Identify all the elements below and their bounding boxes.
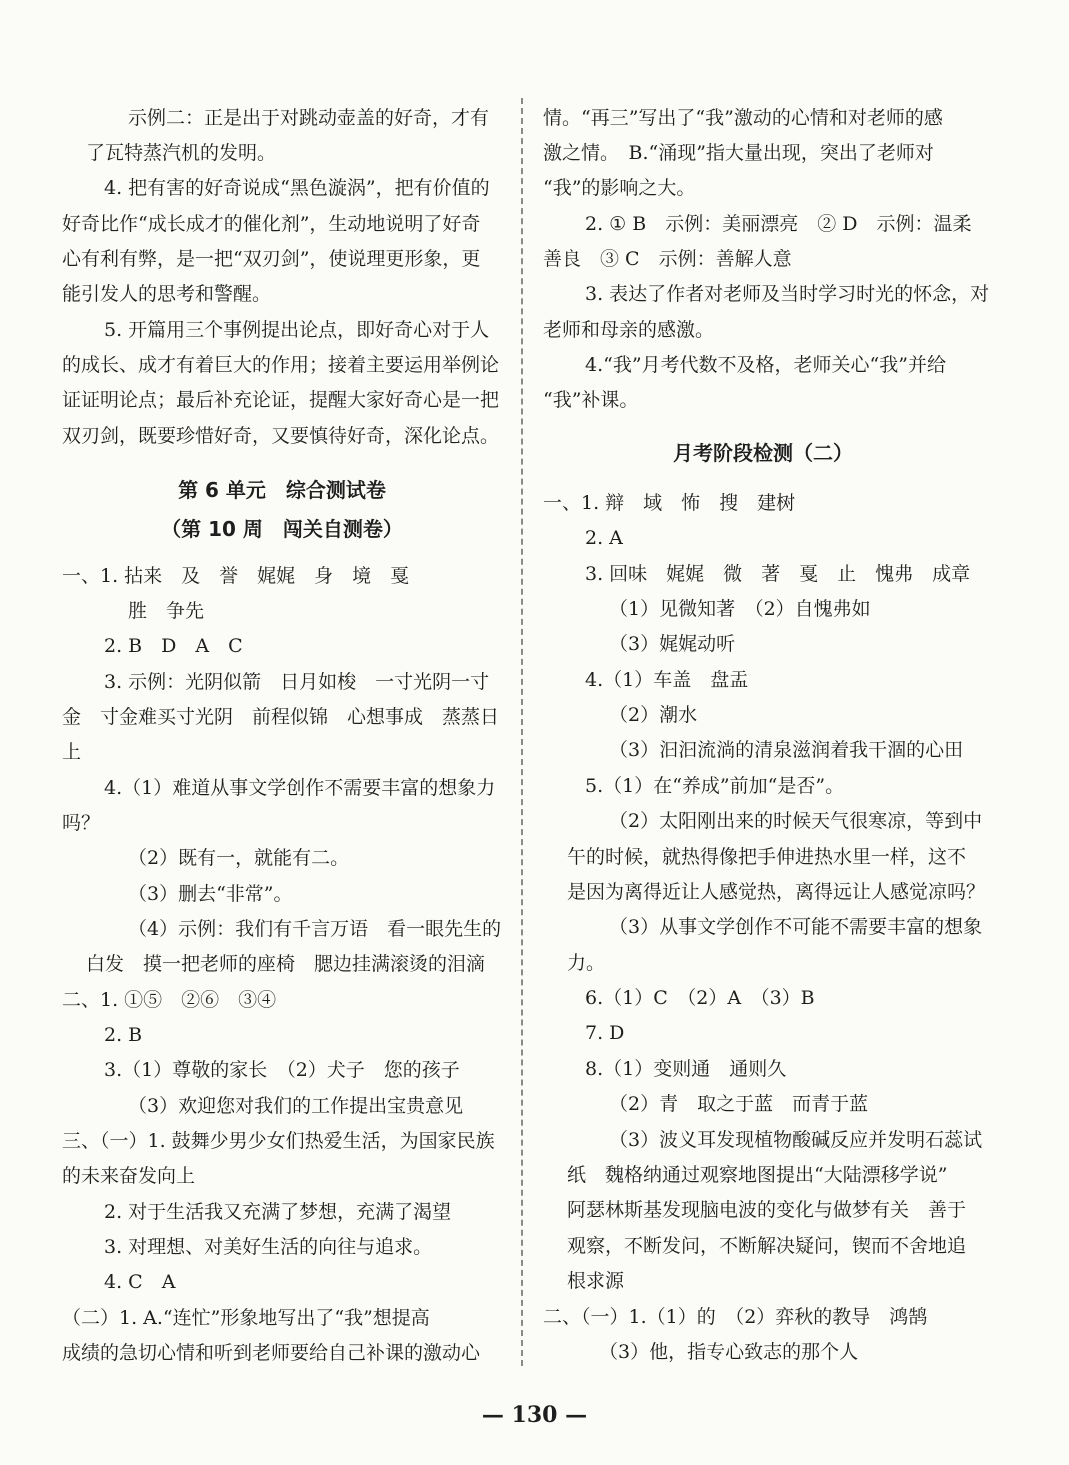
text-line: 了瓦特蒸汽机的发明。 — [86, 142, 277, 164]
text-line: 3. 回味 娓娓 微 著 戛 止 愧弗 成章 — [585, 563, 971, 585]
text-line: （2）既有一，就能有二。 — [128, 847, 350, 869]
text-line: 善良 ③ C 示例：善解人意 — [543, 248, 792, 270]
text-line: 4.（1）车盖 盘盂 — [585, 669, 749, 691]
text-line: 情。“再三”写出了“我”激动的心情和对老师的感 — [543, 107, 943, 129]
text-line: 5. 开篇用三个事例提出论点，即好奇心对于人 — [104, 319, 490, 341]
text-line: （3）波义耳发现植物酸碱反应并发明石蕊试 — [609, 1129, 983, 1151]
text-line: 7. D — [585, 1022, 625, 1044]
text-line: （二）1. A.“连忙”形象地写出了“我”想提高 — [62, 1307, 430, 1329]
text-line: 5.（1）在“养成”前加“是否”。 — [585, 775, 845, 797]
text-line: 力。 — [567, 952, 606, 974]
text-line: 能引发人的思考和警醒。 — [62, 283, 272, 305]
text-line: （2）太阳刚出来的时候天气很寒凉，等到中 — [609, 810, 983, 832]
text-line: 3. 对理想、对美好生活的向往与追求。 — [104, 1236, 433, 1258]
text-line: 一、1. 辩 域 怖 搜 建树 — [543, 492, 796, 514]
text-line: “我”的影响之大。 — [543, 177, 696, 199]
text-line: 是因为离得近让人感觉热，离得远让人感觉凉吗？ — [567, 881, 986, 903]
text-line: 6.（1）C （2）A （3）B — [585, 987, 815, 1009]
text-line: （2）青 取之于蓝 而青于蓝 — [609, 1093, 869, 1115]
text-line: 午的时候，就热得像把手伸进热水里一样，这不 — [567, 846, 967, 868]
text-line: （3）他，指专心致志的那个人 — [599, 1341, 859, 1363]
text-line: 好奇比作“成长成才的催化剂”，生动地说明了好奇 — [62, 213, 481, 235]
text-line: 心有利有弊，是一把“双刃剑”，使说理更形象，更 — [62, 248, 481, 270]
text-line: 阿瑟林斯基发现脑电波的变化与做梦有关 善于 — [567, 1199, 967, 1221]
column-divider — [521, 98, 523, 1366]
text-line: 吗？ — [62, 812, 101, 834]
text-line: 老师和母亲的感激。 — [543, 319, 715, 341]
text-line: “我”补课。 — [543, 389, 639, 411]
text-line: （1）见微知著 （2）自愧弗如 — [609, 598, 871, 620]
text-line: 4. 把有害的好奇说成“黑色漩涡”，把有价值的 — [104, 177, 490, 199]
text-line: 金 寸金难买寸光阴 前程似锦 心想事成 蒸蒸日 — [62, 706, 500, 728]
text-line: 3.（1）尊敬的家长 （2）犬子 您的孩子 — [104, 1059, 460, 1081]
text-line: 8.（1）变则通 通则久 — [585, 1058, 787, 1080]
text-line: 2. 对于生活我又充满了梦想，充满了渴望 — [104, 1201, 452, 1223]
text-line: （3）从事文学创作不可能不需要丰富的想象 — [609, 916, 983, 938]
text-line: （3）删去“非常”。 — [128, 883, 293, 905]
text-line: （3）汩汩流淌的清泉滋润着我干涸的心田 — [609, 739, 964, 761]
text-line: 三、（一）1. 鼓舞少男少女们热爱生活，为国家民族 — [62, 1130, 495, 1152]
page-number: — 130 — — [481, 1402, 588, 1428]
text-line: 根求源 — [567, 1270, 625, 1292]
text-line: 3. 表达了作者对老师及当时学习时光的怀念，对 — [585, 283, 990, 305]
text-line: （3）娓娓动听 — [609, 633, 736, 655]
text-line: 示例二：正是出于对跳动壶盖的好奇，才有 — [128, 107, 490, 129]
text-line: 的未来奋发向上 — [62, 1165, 196, 1187]
text-line: 2. A — [585, 527, 623, 549]
text-line: 一、1. 拈来 及 誉 娓娓 身 境 戛 — [62, 565, 410, 587]
text-line: 二、1. ①⑤ ②⑥ ③④ — [62, 989, 277, 1011]
text-line: 2. B D A C — [104, 635, 243, 657]
text-line: 白发 摸一把老师的座椅 腮边挂满滚烫的泪滴 — [86, 953, 486, 975]
section-heading: 第 6 单元 综合测试卷 — [178, 478, 386, 502]
text-line: 证证明论点；最后补充论证，提醒大家好奇心是一把 — [62, 389, 500, 411]
text-line: 双刃剑，既要珍惜好奇，又要慎待好奇，深化论点。 — [62, 425, 500, 447]
text-line: （3）欢迎您对我们的工作提出宝贵意见 — [128, 1095, 464, 1117]
section-subheading: （第 10 周 闯关自测卷） — [161, 517, 403, 541]
text-line: 二、（一）1.（1）的 （2）弈秋的教导 鸿鹄 — [543, 1306, 928, 1328]
text-line: （4）示例：我们有千言万语 看一眼先生的 — [128, 918, 502, 940]
text-line: 2. ① B 示例：美丽漂亮 ② D 示例：温柔 — [585, 213, 972, 235]
text-line: 4.（1）难道从事文学创作不需要丰富的想象力 — [104, 777, 496, 799]
text-line: 胜 争先 — [128, 600, 205, 622]
text-line: （2）潮水 — [609, 704, 698, 726]
text-line: 2. B — [104, 1024, 143, 1046]
text-line: 的成长、成才有着巨大的作用；接着主要运用举例论 — [62, 354, 500, 376]
text-line: 激之情。 B.“涌现”指大量出现，突出了老师对 — [543, 142, 934, 164]
text-line: 4.“我”月考代数不及格，老师关心“我”并给 — [585, 354, 946, 376]
text-line: 4. C A — [104, 1271, 176, 1293]
text-line: 3. 示例：光阴似箭 日月如梭 一寸光阴一寸 — [104, 671, 490, 693]
text-line: 上 — [62, 741, 82, 763]
text-line: 纸 魏格纳通过观察地图提出“大陆漂移学说” — [567, 1164, 948, 1186]
section-heading: 月考阶段检测（二） — [673, 441, 853, 465]
text-line: 成绩的急切心情和听到老师要给自己补课的激动心 — [62, 1342, 481, 1364]
text-line: 观察，不断发问，不断解决疑问，锲而不舍地追 — [567, 1235, 967, 1257]
